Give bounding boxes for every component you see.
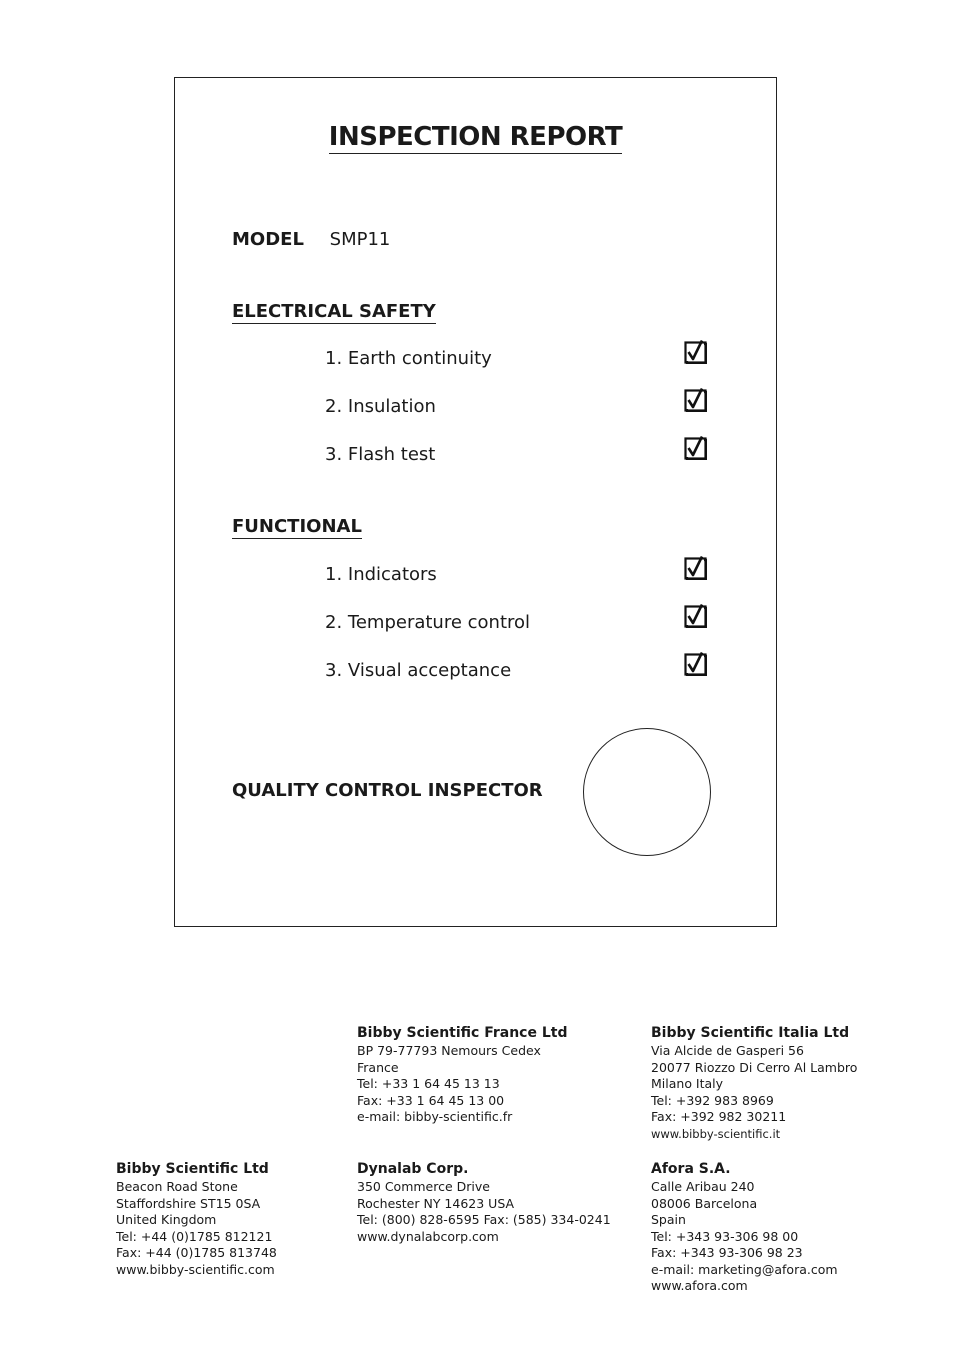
- model-label: MODEL: [232, 229, 304, 250]
- address-line: Fax: +392 982 30211: [651, 1109, 787, 1124]
- address-dynalab: [357, 1160, 611, 1245]
- address-line: Tel: (800) 828-6595 Fax: (585) 334-0241: [357, 1212, 611, 1227]
- report-title: INSPECTION REPORT: [328, 122, 623, 152]
- address-line: Fax: +33 1 64 45 13 00: [357, 1092, 505, 1108]
- electrical-safety-heading: ELECTRICAL SAFETY: [232, 301, 436, 322]
- address-line: Calle Aribau 240: [651, 1179, 755, 1194]
- checked-box-icon: [683, 556, 707, 580]
- address-uk: [116, 1160, 277, 1278]
- company-name: Dynalab Corp.: [357, 1161, 469, 1177]
- address-line: Rochester NY 14623 USA: [357, 1195, 515, 1211]
- address-line: Milano Italy: [651, 1076, 724, 1091]
- model-row: [232, 229, 390, 250]
- company-name: Bibby Scientific Ltd: [116, 1161, 269, 1177]
- report-title-wrap: [175, 122, 776, 152]
- address-line: 350 Commerce Drive: [357, 1179, 490, 1194]
- company-name: Afora S.A.: [651, 1161, 731, 1177]
- functional-item-indicators: 1. Indicators: [325, 564, 437, 585]
- address-line: www.dynalabcorp.com: [357, 1228, 499, 1244]
- checked-box-icon: [683, 340, 707, 364]
- address-line: Staffordshire ST15 0SA: [116, 1195, 261, 1211]
- model-value: SMP11: [329, 229, 391, 250]
- checked-box-icon: [683, 652, 707, 676]
- company-name: Bibby Scientific Italia Ltd: [651, 1025, 850, 1041]
- company-name: Bibby Scientific France Ltd: [357, 1025, 568, 1041]
- inspector-stamp-circle: [583, 728, 711, 856]
- address-line: www.afora.com: [651, 1278, 748, 1293]
- functional-heading: FUNCTIONAL: [232, 516, 362, 537]
- address-line: Tel: +392 983 8969: [651, 1092, 774, 1108]
- address-afora: [651, 1160, 838, 1295]
- address-france: [357, 1024, 568, 1126]
- functional-item-temperature-control: 2. Temperature control: [325, 612, 531, 633]
- address-line: Tel: +44 (0)1785 812121: [116, 1228, 273, 1244]
- checked-box-icon: [683, 388, 707, 412]
- functional-item-visual-acceptance: 3. Visual acceptance: [325, 660, 512, 681]
- address-line: 20077 Riozzo Di Cerro Al Lambro: [651, 1059, 858, 1075]
- address-line: e-mail: bibby-scientific.fr: [357, 1109, 513, 1124]
- checked-box-icon: [683, 436, 707, 460]
- address-italia: [651, 1024, 857, 1142]
- address-line: www.bibby-scientific.com: [116, 1261, 275, 1277]
- address-line: Via Alcide de Gasperi 56: [651, 1043, 804, 1058]
- address-line: Tel: +343 93-306 98 00: [651, 1228, 799, 1244]
- address-line: Tel: +33 1 64 45 13 13: [357, 1076, 500, 1091]
- checked-box-icon: [683, 604, 707, 628]
- address-line: United Kingdom: [116, 1212, 217, 1227]
- electrical-item-earth-continuity: 1. Earth continuity: [325, 348, 492, 369]
- address-line: France: [357, 1059, 399, 1075]
- address-line: www.bibby-scientific.it: [651, 1126, 781, 1141]
- address-line: Fax: +343 93-306 98 23: [651, 1245, 803, 1260]
- address-line: Fax: +44 (0)1785 813748: [116, 1245, 277, 1260]
- electrical-item-flash-test: 3. Flash test: [325, 444, 436, 465]
- address-line: Spain: [651, 1212, 686, 1227]
- electrical-item-insulation: 2. Insulation: [325, 396, 436, 417]
- address-line: Beacon Road Stone: [116, 1179, 238, 1194]
- address-line: 08006 Barcelona: [651, 1195, 758, 1211]
- inspection-report-box: [174, 77, 777, 927]
- address-line: e-mail: marketing@afora.com: [651, 1261, 838, 1277]
- quality-control-inspector-label: QUALITY CONTROL INSPECTOR: [232, 780, 543, 801]
- address-line: BP 79-77793 Nemours Cedex: [357, 1043, 541, 1058]
